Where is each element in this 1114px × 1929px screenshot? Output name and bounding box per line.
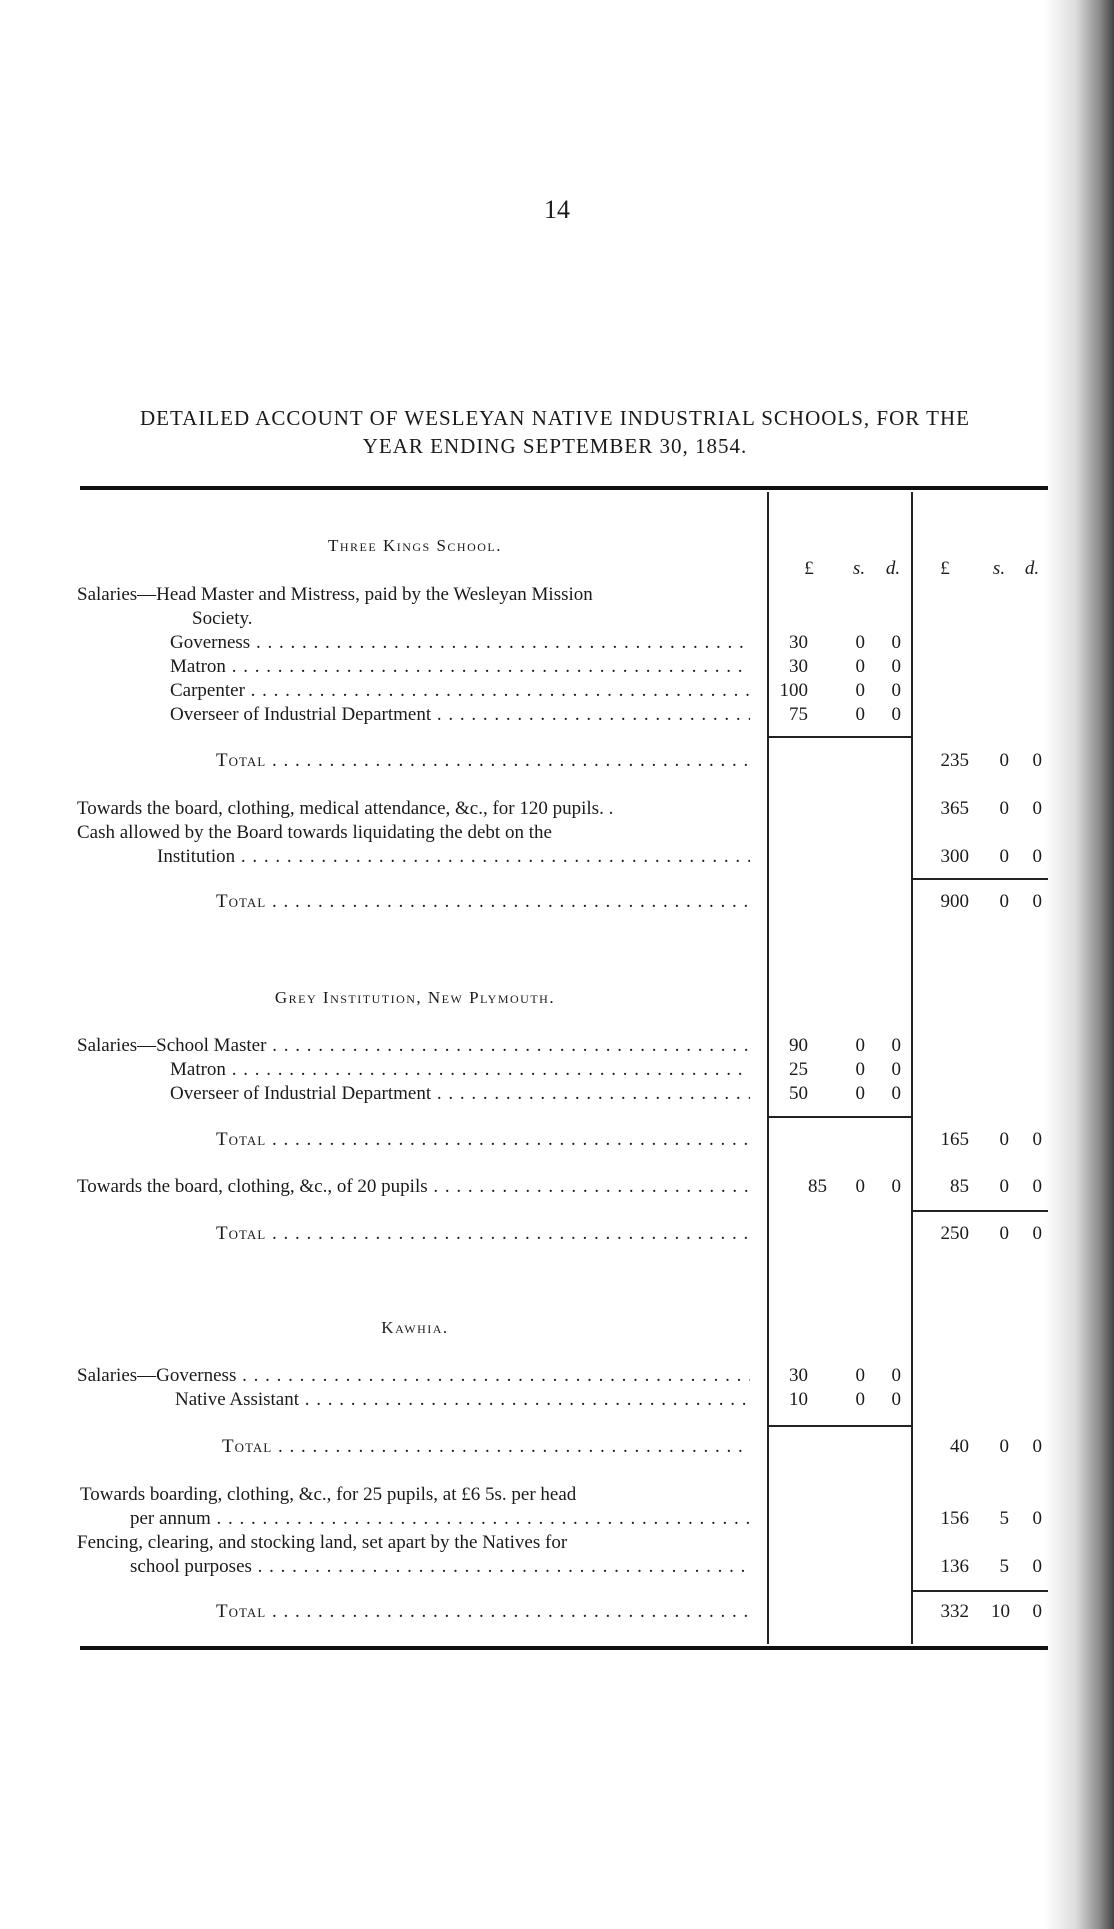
item-label: Overseer of Industrial Department . . . (170, 703, 750, 727)
amount-shillings: 0 (855, 1365, 865, 1386)
amount-shillings: 0 (855, 1059, 865, 1080)
board-pence: 0 (1032, 798, 1042, 819)
document-title (80, 404, 1030, 460)
top-rule (80, 486, 1048, 490)
header-pound-1: £ (804, 558, 814, 579)
cash-pounds: 300 (940, 846, 969, 867)
board-pounds-left: 85 (808, 1176, 827, 1197)
total-shillings: 0 (999, 1436, 1009, 1457)
title-line-2: YEAR ENDING SEPTEMBER 30, 1854. (362, 434, 748, 458)
header-pence-2: d. (1024, 558, 1040, 579)
cash-line: Cash allowed by the Board towards liquidating the debt on the (77, 822, 552, 843)
total-pence: 0 (1032, 891, 1042, 912)
board-pence-right: 0 (1032, 1176, 1042, 1197)
bottom-rule (80, 1646, 1048, 1650)
total-pounds: 40 (950, 1436, 969, 1457)
cash-shillings: 0 (999, 846, 1009, 867)
amount-pence: 0 (891, 1365, 901, 1386)
amount-shillings: 0 (855, 1083, 865, 1104)
board-shillings: 0 (999, 798, 1009, 819)
total-pounds: 235 (940, 750, 969, 771)
item-label: Overseer of Industrial Department . . . (170, 1082, 750, 1106)
item-label: Salaries—Governess . . . (77, 1364, 750, 1388)
board-shillings-left: 0 (855, 1176, 865, 1197)
header-shilling-2: s. (992, 558, 1006, 579)
header-pence-1: d. (885, 558, 901, 579)
fencing-line-cont: school purposes . . . (130, 1555, 750, 1579)
fencing-line: Fencing, clearing, and stocking land, set apart by the Natives for (77, 1532, 568, 1553)
item-label: Carpenter . . . (170, 679, 750, 703)
total-pence: 0 (1032, 1129, 1042, 1150)
amount-pounds: 90 (789, 1035, 808, 1056)
amount-pounds: 75 (789, 704, 808, 725)
board-pence-left: 0 (891, 1176, 901, 1197)
cash-pence: 0 (1032, 846, 1042, 867)
item-label: Matron . . . (170, 655, 750, 679)
amount-shillings: 0 (855, 656, 865, 677)
amount-pounds: 30 (789, 656, 808, 677)
item-label: Matron . . . (170, 1058, 750, 1082)
board-shillings-right: 0 (999, 1176, 1009, 1197)
total-label: Total . . . (216, 1128, 750, 1152)
amount-pounds: 100 (779, 680, 808, 701)
item-label: Governess . . . (170, 631, 750, 655)
total-label: Total . . . (216, 749, 750, 773)
page-edge-shadow (1044, 0, 1114, 1929)
total-pence: 0 (1032, 750, 1042, 771)
amount-pence: 0 (891, 1059, 901, 1080)
total-label: Total . . . (222, 1435, 750, 1459)
section-heading-grey-institution: Grey Institution, New Plymouth. (274, 988, 556, 1007)
boarding-shillings: 5 (999, 1508, 1009, 1529)
amount-pence: 0 (891, 1389, 901, 1410)
total-pounds: 900 (940, 891, 969, 912)
board-pounds: 365 (940, 798, 969, 819)
amount-shillings: 0 (855, 1389, 865, 1410)
total-label: Total . . . (216, 890, 750, 914)
sum-rule (912, 878, 1048, 880)
total-pounds: 332 (940, 1601, 969, 1622)
section-heading-kawhia: Kawhia. (381, 1318, 449, 1337)
sum-rule (912, 1210, 1048, 1212)
amount-pence: 0 (891, 680, 901, 701)
board-line: Towards the board, clothing, &c., of 20 pupils . . . (77, 1175, 750, 1199)
fencing-shillings: 5 (999, 1556, 1009, 1577)
total-shillings: 0 (999, 750, 1009, 771)
total-pence: 0 (1032, 1601, 1042, 1622)
amount-pence: 0 (891, 1083, 901, 1104)
total-shillings: 0 (999, 891, 1009, 912)
amount-pounds: 30 (789, 632, 808, 653)
item-label: Native Assistant . . . (175, 1388, 750, 1412)
sum-rule (768, 1116, 911, 1118)
boarding-line-cont: per annum . . . (130, 1507, 750, 1531)
amount-pounds: 10 (789, 1389, 808, 1410)
header-shilling-1: s. (852, 558, 866, 579)
sum-rule (768, 736, 911, 738)
total-pence: 0 (1032, 1436, 1042, 1457)
amount-pence: 0 (891, 704, 901, 725)
total-shillings: 10 (991, 1601, 1010, 1622)
sum-rule (912, 1590, 1048, 1592)
total-label: Total . . . (216, 1600, 750, 1624)
amount-pounds: 30 (789, 1365, 808, 1386)
salaries-line: Salaries—Head Master and Mistress, paid by the Wesleyan Mission (77, 584, 593, 605)
amount-shillings: 0 (855, 704, 865, 725)
amount-pence: 0 (891, 656, 901, 677)
amount-shillings: 0 (855, 632, 865, 653)
total-shillings: 0 (999, 1223, 1009, 1244)
section-heading-three-kings: Three Kings School. (327, 536, 503, 555)
amount-shillings: 0 (855, 680, 865, 701)
total-shillings: 0 (999, 1129, 1009, 1150)
boarding-line: Towards boarding, clothing, &c., for 25 pupils, at £6 5s. per head (80, 1484, 577, 1505)
total-pounds: 165 (940, 1129, 969, 1150)
column-divider-2 (911, 492, 913, 1644)
fencing-pounds: 136 (940, 1556, 969, 1577)
total-label: Total . . . (216, 1222, 750, 1246)
page-number: 14 (544, 195, 570, 224)
header-pound-2: £ (940, 558, 950, 579)
boarding-pounds: 156 (940, 1508, 969, 1529)
amount-pence: 0 (891, 632, 901, 653)
boarding-pence: 0 (1032, 1508, 1042, 1529)
sum-rule (768, 1425, 911, 1427)
amount-pounds: 25 (789, 1059, 808, 1080)
item-label: Salaries—School Master . . . (77, 1034, 750, 1058)
amount-shillings: 0 (855, 1035, 865, 1056)
salaries-line-cont: Society. (192, 608, 253, 629)
total-pounds: 250 (940, 1223, 969, 1244)
cash-line-cont: Institution . . . (157, 845, 750, 869)
amount-pounds: 50 (789, 1083, 808, 1104)
title-line-1: DETAILED ACCOUNT OF WESLEYAN NATIVE INDUSTRIAL SCHOOLS, FOR THE (140, 406, 970, 430)
amount-pence: 0 (891, 1035, 901, 1056)
board-line: Towards the board, clothing, medical attendance, &c., for 120 pupils. . (77, 798, 614, 819)
board-pounds-right: 85 (950, 1176, 969, 1197)
fencing-pence: 0 (1032, 1556, 1042, 1577)
total-pence: 0 (1032, 1223, 1042, 1244)
